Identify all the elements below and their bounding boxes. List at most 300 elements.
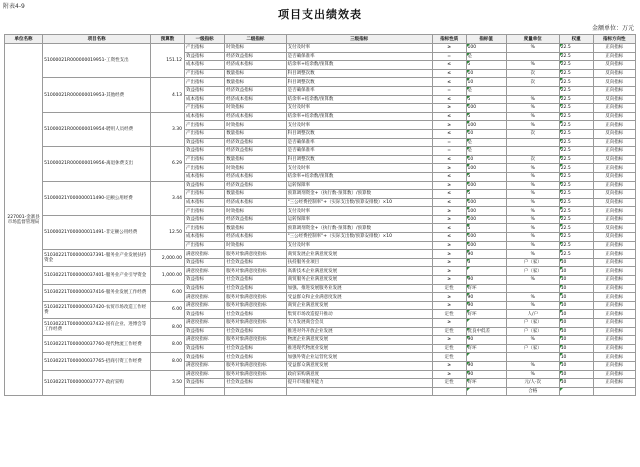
measure-unit-cell: [506, 86, 559, 95]
level1-indicator-cell: 效益指标: [184, 258, 224, 267]
level2-indicator-cell: 数量指标: [225, 155, 286, 164]
indicator-value-cell: 100: [466, 164, 506, 173]
level2-indicator-cell: 经济成本指标: [225, 95, 286, 104]
weight-cell: 22.5: [559, 86, 593, 95]
table-row: [5, 284, 636, 293]
indicator-value-cell: 100: [466, 44, 506, 53]
level2-indicator-cell: 社会效益指标: [225, 327, 286, 336]
level1-indicator-cell: 满意度指标: [184, 336, 224, 345]
table-row: [5, 78, 636, 87]
table-row: [5, 301, 636, 310]
indicator-nature-cell: ≤: [432, 95, 466, 104]
weight-cell: 22.5: [559, 138, 593, 147]
indicator-value-cell: 100: [466, 181, 506, 190]
indicator-direction-cell: 反向指标: [593, 129, 635, 138]
level1-indicator-cell: 效益指标: [184, 327, 224, 336]
measure-unit-cell: 户（家）: [506, 267, 559, 276]
indicator-value-cell: 是: [466, 86, 506, 95]
budget-cell: 8.00: [151, 336, 185, 353]
measure-unit-cell: %: [506, 95, 559, 104]
weight-cell: 10: [559, 258, 593, 267]
level2-indicator-cell: [225, 387, 286, 396]
indicator-direction-cell: 正向指标: [593, 138, 635, 147]
measure-unit-cell: %: [506, 104, 559, 113]
weight-cell: 22.5: [559, 250, 593, 259]
indicator-direction-cell: 正向指标: [593, 267, 635, 276]
level3-indicator-cell: 科目调整次数: [286, 129, 432, 138]
indicator-value-cell: 5: [466, 172, 506, 181]
indicator-value-cell: 是: [466, 138, 506, 147]
indicator-nature-cell: 定性: [432, 353, 466, 362]
indicator-value-cell: 3: [466, 258, 506, 267]
level1-indicator-cell: 效益指标: [184, 284, 224, 293]
indicator-value-cell: 90: [466, 361, 506, 370]
weight-cell: 22.5: [559, 207, 593, 216]
level3-indicator-cell: 是否确保准率: [286, 138, 432, 147]
level2-indicator-cell: 服务对象满意度指标: [225, 301, 286, 310]
indicator-nature-cell: 定性: [432, 379, 466, 388]
level2-indicator-cell: 时效指标: [225, 104, 286, 113]
level3-indicator-cell: 受益群众和企业满意度发展: [286, 293, 432, 302]
measure-unit-cell: 户（家）: [506, 319, 559, 328]
column-header: 一级指标: [184, 35, 224, 44]
level2-indicator-cell: 社会效益指标: [225, 284, 286, 293]
level3-indicator-cell: 结余率+结余数/预算数: [286, 95, 432, 104]
indicator-nature-cell: ≥: [432, 301, 466, 310]
level2-indicator-cell: 经济效益指标: [225, 215, 286, 224]
level1-indicator-cell: 效益指标: [184, 353, 224, 362]
measure-unit-cell: %: [506, 61, 559, 70]
level3-indicator-cell: 支付及时率: [286, 164, 432, 173]
table-row: [5, 215, 636, 224]
budget-cell: 8.00: [151, 353, 185, 370]
indicator-value-cell: 100: [466, 121, 506, 130]
level1-indicator-cell: 效益指标: [184, 276, 224, 285]
indicator-direction-cell: 正向指标: [593, 104, 635, 113]
level1-indicator-cell: 产出指标: [184, 164, 224, 173]
level1-indicator-cell: 效益指标: [184, 379, 224, 388]
level1-indicator-cell: 满意度指标: [184, 319, 224, 328]
measure-unit-cell: %: [506, 121, 559, 130]
level2-indicator-cell: 时效指标: [225, 44, 286, 53]
weight-cell: 22.5: [559, 69, 593, 78]
weight-cell: 10: [559, 267, 593, 276]
indicator-nature-cell: ≤: [432, 190, 466, 199]
indicator-value-cell: 10: [466, 155, 506, 164]
project-name-cell: 51030221T000000037432-国有企业、进博会等工作经费: [43, 319, 151, 336]
level3-indicator-cell: 预算调剂资金+（执行数-预算数）/预算数: [286, 224, 432, 233]
weight-cell: 22.5: [559, 172, 593, 181]
indicator-direction-cell: 正向指标: [593, 164, 635, 173]
table-row: [5, 319, 636, 328]
project-name-cell: 51000021R000000019951-工资性支出: [43, 44, 151, 78]
header-row: [5, 35, 636, 44]
indicator-value-cell: 100: [466, 104, 506, 113]
page-title: 项目支出绩效表: [278, 8, 362, 21]
indicator-nature-cell: 定性: [432, 327, 466, 336]
measure-unit-cell: %: [506, 301, 559, 310]
level2-indicator-cell: 经济效益指标: [225, 138, 286, 147]
table-row: [5, 112, 636, 121]
indicator-nature-cell: =: [432, 52, 466, 61]
measure-unit-cell: [506, 147, 559, 156]
table-body: [5, 44, 636, 396]
weight-cell: 22.5: [559, 121, 593, 130]
weight-cell: 22.5: [559, 78, 593, 87]
level1-indicator-cell: 产出指标: [184, 190, 224, 199]
indicator-direction-cell: 正向指标: [593, 250, 635, 259]
project-name-cell: 51000021Y000000011490-定额公用经费: [43, 181, 151, 215]
indicator-nature-cell: ≥: [432, 250, 466, 259]
project-name-cell: 51030221T000000037765-招商引资工作经费: [43, 353, 151, 370]
measure-unit-cell: %: [506, 181, 559, 190]
level3-indicator-cell: 结余率+结余数/预算数: [286, 61, 432, 70]
level2-indicator-cell: 经济效益指标: [225, 147, 286, 156]
table-row: [5, 336, 636, 345]
budget-cell: 6.00: [151, 301, 185, 318]
level3-indicator-cell: 商贸企业满意度发展: [286, 301, 432, 310]
project-name-cell: 51030221T000000037391-服务业产业发展扶持资金: [43, 250, 151, 267]
level1-indicator-cell: 效益指标: [184, 310, 224, 319]
table-row: [5, 370, 636, 379]
indicator-direction-cell: 正向指标: [593, 344, 635, 353]
level3-indicator-cell: 提升市场服务能力: [286, 379, 432, 388]
indicator-direction-cell: 正向指标: [593, 310, 635, 319]
indicator-value-cell: 100: [466, 198, 506, 207]
level2-indicator-cell: 时效指标: [225, 164, 286, 173]
indicator-nature-cell: ≤: [432, 224, 466, 233]
indicator-value-cell: 好坏: [466, 310, 506, 319]
measure-unit-cell: 次: [506, 78, 559, 87]
budget-cell: 12.50: [151, 215, 185, 249]
indicator-nature-cell: ≥: [432, 207, 466, 216]
weight-cell: 10: [559, 276, 593, 285]
budget-cell: 6.00: [151, 284, 185, 301]
measure-unit-cell: %: [506, 198, 559, 207]
level2-indicator-cell: 社会效益指标: [225, 310, 286, 319]
level1-indicator-cell: 成本指标: [184, 112, 224, 121]
level3-indicator-cell: 政府采购满意度: [286, 370, 432, 379]
weight-cell: 22.5: [559, 52, 593, 61]
indicator-nature-cell: =: [432, 86, 466, 95]
indicator-direction-cell: 正向指标: [593, 276, 635, 285]
weight-cell: 10: [559, 336, 593, 345]
budget-cell: 8.00: [151, 319, 185, 336]
indicator-nature-cell: ≥: [432, 276, 466, 285]
level2-indicator-cell: 经济成本指标: [225, 172, 286, 181]
indicator-value-cell: 5: [466, 61, 506, 70]
indicator-value-cell: 好坏: [466, 344, 506, 353]
measure-unit-cell: 户（家）: [506, 327, 559, 336]
level3-indicator-cell: 加强、推进发展服务业发展: [286, 284, 432, 293]
measure-unit-cell: 户（家）: [506, 344, 559, 353]
table-row: [5, 181, 636, 190]
indicator-nature-cell: [432, 387, 466, 396]
level3-indicator-cell: 预算调剂资金+（执行数-预算数）/预算数: [286, 190, 432, 199]
indicator-direction-cell: 反向指标: [593, 190, 635, 199]
indicator-direction-cell: 正向指标: [593, 44, 635, 53]
measure-unit-cell: 合格: [506, 387, 559, 396]
indicator-value-cell: [466, 387, 506, 396]
level3-indicator-cell: 集贸市场改造提升推动: [286, 310, 432, 319]
level2-indicator-cell: 服务对象满意度指标: [225, 336, 286, 345]
column-header: 二级指标: [225, 35, 286, 44]
weight-cell: 22.5: [559, 233, 593, 242]
budget-cell: 1,000.00: [151, 267, 185, 284]
indicator-direction-cell: 正向指标: [593, 181, 635, 190]
level1-indicator-cell: 满意度指标: [184, 250, 224, 259]
level2-indicator-cell: 服务对象满意度指标: [225, 293, 286, 302]
level3-indicator-cell: 科目调整次数: [286, 155, 432, 164]
indicator-value-cell: [466, 267, 506, 276]
indicator-nature-cell: ≥: [432, 293, 466, 302]
level3-indicator-cell: 大力发展商会会员: [286, 319, 432, 328]
measure-unit-cell: 次: [506, 129, 559, 138]
weight-cell: 10: [559, 327, 593, 336]
level2-indicator-cell: 经济效益指标: [225, 86, 286, 95]
indicator-direction-cell: 正向指标: [593, 52, 635, 61]
level1-indicator-cell: 满意度指标: [184, 301, 224, 310]
weight-cell: 22.5: [559, 190, 593, 199]
level3-indicator-cell: 科目调整次数: [286, 69, 432, 78]
indicator-nature-cell: 定性: [432, 310, 466, 319]
level3-indicator-cell: 科目调整次数: [286, 78, 432, 87]
indicator-value-cell: 5: [466, 190, 506, 199]
budget-cell: 3.30: [151, 112, 185, 146]
indicator-direction-cell: 正向指标: [593, 241, 635, 250]
weight-cell: 10: [559, 379, 593, 388]
level2-indicator-cell: 社会效益指标: [225, 353, 286, 362]
measure-unit-cell: %: [506, 336, 559, 345]
weight-cell: 10: [559, 353, 593, 362]
indicator-direction-cell: 正向指标: [593, 86, 635, 95]
indicator-direction-cell: 反向指标: [593, 95, 635, 104]
indicator-direction-cell: 正向指标: [593, 207, 635, 216]
indicator-value-cell: 90: [466, 250, 506, 259]
level2-indicator-cell: 时效指标: [225, 241, 286, 250]
indicator-direction-cell: 正向指标: [593, 301, 635, 310]
table-row: [5, 147, 636, 156]
indicator-value-cell: 优良中低差: [466, 327, 506, 336]
weight-cell: 22.5: [559, 112, 593, 121]
indicator-value-cell: 90: [466, 301, 506, 310]
table-row: [5, 44, 636, 53]
level3-indicator-cell: 运转保障率: [286, 181, 432, 190]
level1-indicator-cell: 产出指标: [184, 207, 224, 216]
level1-indicator-cell: 产出指标: [184, 121, 224, 130]
measure-unit-cell: [506, 52, 559, 61]
project-name-cell: 51000021Y000000011491-非定额公用经费: [43, 215, 151, 249]
column-header: 项目名称: [43, 35, 151, 44]
level2-indicator-cell: 服务对象满意度指标: [225, 250, 286, 259]
table-row: [5, 353, 636, 362]
weight-cell: 10: [559, 370, 593, 379]
column-header: 权重: [559, 35, 593, 44]
performance-table: [4, 34, 636, 396]
level2-indicator-cell: 经济效益指标: [225, 181, 286, 190]
weight-cell: 10: [559, 319, 593, 328]
measure-unit-cell: %: [506, 293, 559, 302]
indicator-nature-cell: ≥: [432, 336, 466, 345]
measure-unit-cell: 元/人·次: [506, 379, 559, 388]
column-header: 三级指标: [286, 35, 432, 44]
indicator-direction-cell: 正向指标: [593, 370, 635, 379]
level2-indicator-cell: 社会效益指标: [225, 276, 286, 285]
measure-unit-cell: %: [506, 361, 559, 370]
level2-indicator-cell: 时效指标: [225, 207, 286, 216]
weight-cell: 22.5: [559, 44, 593, 53]
level1-indicator-cell: 效益指标: [184, 86, 224, 95]
indicator-value-cell: 100: [466, 241, 506, 250]
indicator-value-cell: 90: [466, 276, 506, 285]
project-name-cell: 51030221T000000037401-服务业产业引导资金: [43, 267, 151, 284]
weight-cell: 22.5: [559, 198, 593, 207]
level3-indicator-cell: "三公经费控制率"+（实际支出数/预算安排数）×10: [286, 233, 432, 242]
level1-indicator-cell: 效益指标: [184, 138, 224, 147]
level1-indicator-cell: 满意度指标: [184, 293, 224, 302]
weight-cell: 22.5: [559, 95, 593, 104]
level3-indicator-cell: 是否确保准率: [286, 86, 432, 95]
indicator-value-cell: 5: [466, 112, 506, 121]
weight-cell: 10: [559, 293, 593, 302]
measure-unit-cell: [506, 284, 559, 293]
measure-unit-cell: %: [506, 233, 559, 242]
weight-cell: 22.5: [559, 61, 593, 70]
level1-indicator-cell: 产出指标: [184, 155, 224, 164]
amount-unit-note: 金额单位：万元: [591, 25, 634, 32]
indicator-value-cell: 100: [466, 233, 506, 242]
indicator-direction-cell: 反向指标: [593, 172, 635, 181]
level1-indicator-cell: 效益指标: [184, 215, 224, 224]
level1-indicator-cell: 产出指标: [184, 104, 224, 113]
indicator-nature-cell: ≤: [432, 112, 466, 121]
level1-indicator-cell: 效益指标: [184, 52, 224, 61]
column-header: 指标值: [466, 35, 506, 44]
level2-indicator-cell: 数量指标: [225, 190, 286, 199]
level3-indicator-cell: 结余率+结余数/预算数: [286, 172, 432, 181]
level3-indicator-cell: 支付及时率: [286, 241, 432, 250]
indicator-value-cell: 10: [466, 129, 506, 138]
indicator-nature-cell: =: [432, 138, 466, 147]
page-label: 附表4-9: [3, 3, 25, 10]
level2-indicator-cell: 社会效益指标: [225, 344, 286, 353]
level3-indicator-cell: 支付及时率: [286, 207, 432, 216]
measure-unit-cell: [506, 353, 559, 362]
level1-indicator-cell: 满意度指标: [184, 267, 224, 276]
indicator-direction-cell: 反向指标: [593, 61, 635, 70]
level3-indicator-cell: 商贸服务企业满意度发展: [286, 276, 432, 285]
weight-cell: 10: [559, 361, 593, 370]
measure-unit-cell: %: [506, 190, 559, 199]
indicator-value-cell: [466, 353, 506, 362]
measure-unit-cell: %: [506, 207, 559, 216]
measure-unit-cell: %: [506, 250, 559, 259]
weight-cell: 22.5: [559, 129, 593, 138]
indicator-nature-cell: ≥: [432, 121, 466, 130]
measure-unit-cell: %: [506, 224, 559, 233]
level2-indicator-cell: 数量指标: [225, 129, 286, 138]
indicator-direction-cell: 正向指标: [593, 336, 635, 345]
measure-unit-cell: %: [506, 370, 559, 379]
indicator-nature-cell: ≥: [432, 258, 466, 267]
indicator-direction-cell: 反向指标: [593, 198, 635, 207]
level2-indicator-cell: 经济成本指标: [225, 112, 286, 121]
level1-indicator-cell: 产出指标: [184, 69, 224, 78]
measure-unit-cell: %: [506, 112, 559, 121]
weight-cell: 22.5: [559, 215, 593, 224]
level2-indicator-cell: 经济成本指标: [225, 61, 286, 70]
indicator-direction-cell: 反向指标: [593, 233, 635, 242]
indicator-value-cell: 90: [466, 336, 506, 345]
indicator-value-cell: 10: [466, 78, 506, 87]
level1-indicator-cell: 满意度指标: [184, 370, 224, 379]
indicator-value-cell: 5: [466, 95, 506, 104]
measure-unit-cell: 户（家）: [506, 258, 559, 267]
level3-indicator-cell: 推进对外开放企业发展: [286, 327, 432, 336]
indicator-direction-cell: 正向指标: [593, 379, 635, 388]
level2-indicator-cell: 社会效益指标: [225, 379, 286, 388]
indicator-nature-cell: ≥: [432, 215, 466, 224]
indicator-nature-cell: ≥: [432, 181, 466, 190]
level1-indicator-cell: 成本指标: [184, 95, 224, 104]
level2-indicator-cell: 数量指标: [225, 224, 286, 233]
level3-indicator-cell: 高新技术企业满意度发展: [286, 267, 432, 276]
weight-cell: 22.5: [559, 164, 593, 173]
indicator-nature-cell: ≤: [432, 172, 466, 181]
weight-cell: 10: [559, 284, 593, 293]
indicator-direction-cell: 反向指标: [593, 224, 635, 233]
measure-unit-cell: 人/户: [506, 310, 559, 319]
level3-indicator-cell: 推进现代物流业发展: [286, 344, 432, 353]
budget-cell: 6.29: [151, 147, 185, 181]
measure-unit-cell: %: [506, 44, 559, 53]
level3-indicator-cell: "三公经费控制率"+（实际支出数/预算安排数）×10: [286, 198, 432, 207]
project-name-cell: 51030221T000000037760-现代物流工作经费: [43, 336, 151, 353]
level3-indicator-cell: 是否确保准率: [286, 52, 432, 61]
indicator-nature-cell: 定性: [432, 284, 466, 293]
level1-indicator-cell: 产出指标: [184, 241, 224, 250]
indicator-value-cell: 90: [466, 370, 506, 379]
level2-indicator-cell: 经济成本指标: [225, 233, 286, 242]
weight-cell: 22.5: [559, 181, 593, 190]
indicator-direction-cell: 正向指标: [593, 353, 635, 362]
level3-indicator-cell: 商贸发展企业满意度发展: [286, 250, 432, 259]
measure-unit-cell: %: [506, 276, 559, 285]
indicator-direction-cell: 反向指标: [593, 69, 635, 78]
column-header: 单位名称: [5, 35, 43, 44]
project-name-cell: 51030221T000000037420-农贸市场改造工作经费: [43, 301, 151, 318]
indicator-nature-cell: ≤: [432, 61, 466, 70]
indicator-direction-cell: 反向指标: [593, 78, 635, 87]
indicator-nature-cell: ≤: [432, 198, 466, 207]
indicator-direction-cell: 正向指标: [593, 361, 635, 370]
project-name-cell: 51000021R000000019956-离退休费支出: [43, 147, 151, 181]
indicator-direction-cell: 反向指标: [593, 155, 635, 164]
weight-cell: 22.5: [559, 155, 593, 164]
level3-indicator-cell: 受益群众满意度发展: [286, 361, 432, 370]
level2-indicator-cell: 数量指标: [225, 69, 286, 78]
indicator-direction-cell: 正向指标: [593, 293, 635, 302]
indicator-value-cell: 100: [466, 215, 506, 224]
level3-indicator-cell: 物流企业满意度发展: [286, 336, 432, 345]
level2-indicator-cell: 服务对象满意度指标: [225, 370, 286, 379]
indicator-nature-cell: ≤: [432, 129, 466, 138]
level3-indicator-cell: 结余率+结余数/预算数: [286, 112, 432, 121]
table-row: [5, 250, 636, 259]
level1-indicator-cell: 成本指标: [184, 172, 224, 181]
indicator-nature-cell: ≥: [432, 361, 466, 370]
column-header: 预算数: [151, 35, 185, 44]
